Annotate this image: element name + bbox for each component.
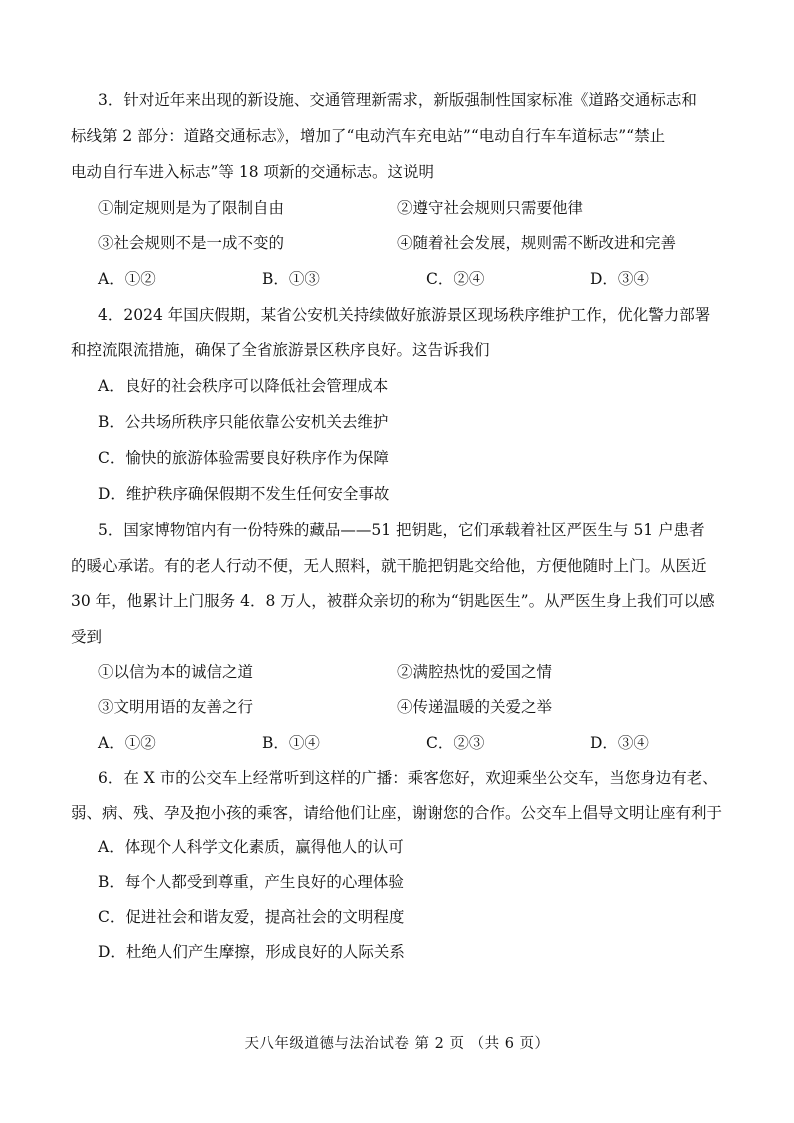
q3-statement-2: ②遵守社会规则只需要他律 [397, 199, 584, 217]
q5-option-d: D．③④ [590, 734, 649, 752]
q6-stem-line-2: 弱、病、残、孕及抱小孩的乘客，请给他们让座，谢谢您的合作。公交车上倡导文明让座有利于 [71, 804, 723, 822]
page-footer: 天八年级道德与法治试卷 第 2 页 （共 6 页） [244, 1036, 550, 1052]
q4-stem-line-2: 和控流限流措施，确保了全省旅游景区秩序良好。这告诉我们 [71, 341, 490, 359]
q3-option-a: A．①② [98, 270, 156, 288]
q6-option-c: C．促进社会和谐友爱，提高社会的文明程度 [98, 908, 405, 926]
q3-option-c: C．②④ [426, 270, 485, 288]
q4-option-c: C．愉快的旅游体验需要良好秩序作为保障 [98, 449, 389, 467]
q6-option-a: A．体现个人科学文化素质，赢得他人的认可 [98, 838, 404, 856]
q5-statement-1: ①以信为本的诚信之道 [98, 663, 254, 681]
q5-statement-4: ④传递温暖的关爱之举 [397, 698, 553, 716]
q5-stem-line-1: 5．国家博物馆内有一份特殊的藏品——51 把钥匙，它们承载着社区严医生与 51 户患者 [98, 521, 705, 539]
q5-stem-line-3: 30 年，他累计上门服务 4．8 万人，被群众亲切的称为“钥匙医生”。从严医生身上我们可以感 [71, 592, 715, 610]
q6-stem-line-1: 6．在 X 市的公交车上经常听到这样的广播：乘客您好，欢迎乘坐公交车，当您身边有老、 [98, 769, 718, 787]
q5-option-c: C．②③ [426, 734, 485, 752]
q6-option-d: D．杜绝人们产生摩擦，形成良好的人际关系 [98, 943, 405, 961]
q5-statement-2: ②满腔热忱的爱国之情 [397, 663, 553, 681]
q3-stem-line-1: 3．针对近年来出现的新设施、交通管理新需求，新版强制性国家标准《道路交通标志和 [98, 91, 697, 109]
q3-statement-1: ①制定规则是为了限制自由 [98, 199, 285, 217]
q3-option-b: B．①③ [262, 270, 320, 288]
q5-option-b: B．①④ [262, 734, 320, 752]
q6-option-b: B．每个人都受到尊重，产生良好的心理体验 [98, 873, 404, 891]
q3-option-d: D．③④ [590, 270, 649, 288]
q5-statement-3: ③文明用语的友善之行 [98, 698, 254, 716]
q3-statement-3: ③社会规则不是一成不变的 [98, 234, 285, 252]
q3-stem-line-3: 电动自行车进入标志”等 18 项新的交通标志。这说明 [71, 163, 435, 181]
q5-option-a: A．①② [98, 734, 156, 752]
q4-option-b: B．公共场所秩序只能依靠公安机关去维护 [98, 413, 389, 431]
q5-stem-line-4: 受到 [71, 628, 103, 646]
q3-stem-line-2: 标线第 2 部分：道路交通标志》，增加了“电动汽车充电站”“电动自行车车道标志”“禁止 [71, 127, 666, 145]
q4-stem-line-1: 4．2024 年国庆假期，某省公安机关持续做好旅游景区现场秩序维护工作，优化警力部署 [98, 306, 711, 324]
q5-stem-line-2: 的暖心承诺。有的老人行动不便，无人照料，就干脆把钥匙交给他，方便他随时上门。从医近 [71, 557, 707, 575]
q4-option-d: D．维护秩序确保假期不发生任何安全事故 [98, 485, 390, 503]
q3-statement-4: ④随着社会发展，规则需不断改进和完善 [397, 234, 677, 252]
q4-option-a: A．良好的社会秩序可以降低社会管理成本 [98, 377, 389, 395]
